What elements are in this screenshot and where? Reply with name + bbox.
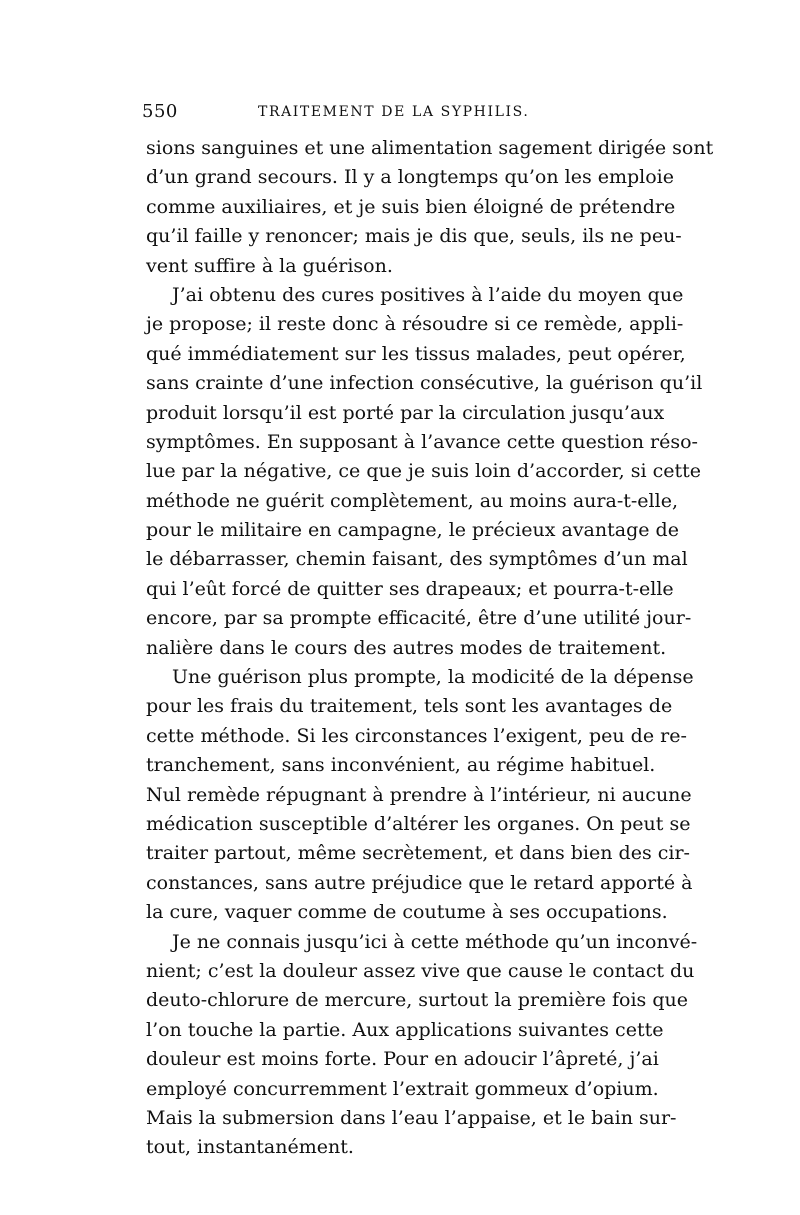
text-line: pour le militaire en campagne, le précieux avantage de [146,519,679,542]
body-text [146,134,714,1163]
text-line: le débarrasser, chemin faisant, des symptômes d’un mal [146,548,688,571]
text-line: méthode ne guérit complètement, au moins aura-t-elle, [146,489,678,512]
text-line: Je ne connais jusqu’ici à cette méthode qu’un inconvé- [172,930,698,953]
text-line: tranchement, sans inconvénient, au régime habituel. [146,754,656,777]
text-line: nalière dans le cours des autres modes de traitement. [146,636,667,659]
text-line: qu’il faille y renoncer; mais je dis que, seuls, ils ne peu- [146,225,682,248]
text-line: J’ai obtenu des cures positives à l’aide du moyen que [172,283,684,306]
text-line: sans crainte d’une infection consécutive, la guérison qu’il [146,372,703,395]
text-line: employé concurremment l’extrait gommeux d’opium. [146,1077,659,1100]
running-head: TRAITEMENT DE LA SYPHILIS. [258,104,530,120]
text-line: constances, sans autre préjudice que le retard apporté à [146,871,693,894]
text-line: cette méthode. Si les circonstances l’exigent, peu de re- [146,724,687,747]
text-line: Une guérison plus prompte, la modicité de la dépense [172,666,694,689]
text-line: symptômes. En supposant à l’avance cette question réso- [146,430,698,453]
text-line: comme auxiliaires, et je suis bien éloigné de prétendre [146,195,676,218]
text-line: encore, par sa prompte efficacité, être d’une utilité jour- [146,607,692,630]
text-line: tout, instantanément. [146,1136,354,1159]
text-line: deuto-chlorure de mercure, surtout la première fois que [146,989,688,1012]
text-line: vent suffire à la guérison. [146,254,393,277]
page-header [142,100,662,124]
text-line: d’un grand secours. Il y a longtemps qu’on les emploie [146,166,675,189]
text-line: qui l’eût forcé de quitter ses drapeaux; et pourra-t-elle [146,577,674,600]
text-line: Mais la submersion dans l’eau l’appaise, et le bain sur- [146,1106,677,1129]
text-line: lue par la négative, ce que je suis loin d’accorder, si cette [146,460,701,483]
text-line: l’on touche la partie. Aux applications suivantes cette [146,1018,664,1041]
text-line: pour les frais du traitement, tels sont les avantages de [146,695,673,718]
text-line: médication susceptible d’altérer les organes. On peut se [146,812,691,835]
text-line: Nul remède répugnant à prendre à l’intérieur, ni aucune [146,783,692,806]
text-line: traiter partout, même secrètement, et dans bien des cir- [146,842,690,865]
text-line: sions sanguines et une alimentation sagement dirigée sont [146,137,714,159]
text-line: produit lorsqu’il est porté par la circulation jusqu’aux [146,401,665,424]
text-line: nient; c’est la douleur assez vive que cause le contact du [146,959,695,982]
text-line: douleur est moins forte. Pour en adoucir l’âpreté, j’ai [146,1048,659,1071]
page-number: 550 [142,101,178,122]
text-line: la cure, vaquer comme de coutume à ses occupations. [146,901,668,924]
text-line: je propose; il reste donc à résoudre si ce remède, appli- [146,313,684,336]
text-line: qué immédiatement sur les tissus malades, peut opérer, [146,342,686,365]
